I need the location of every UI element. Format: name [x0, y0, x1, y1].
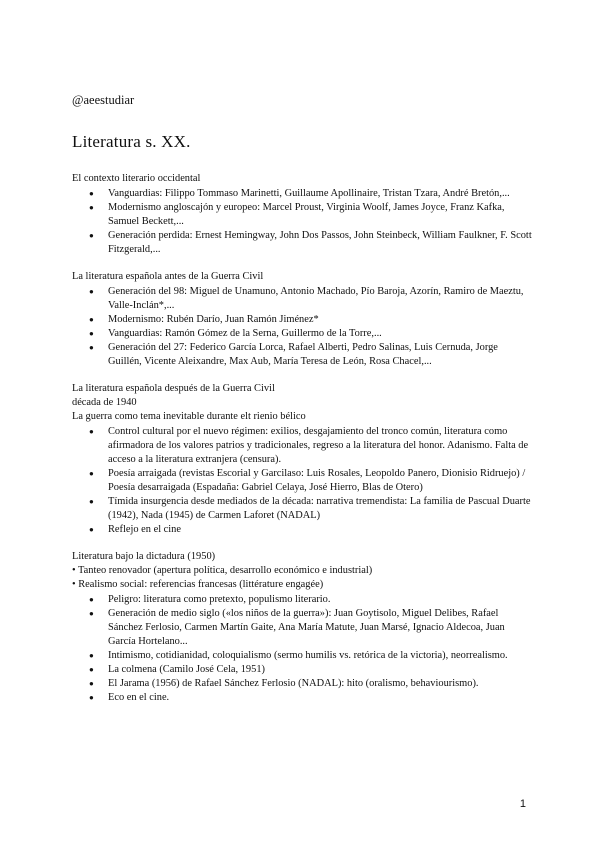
section-despues-guerra	[72, 382, 532, 537]
list-item: ● Modernismo: Rubén Darío, Juan Ramón Jiménez*	[72, 313, 532, 327]
section-heading: La literatura española después de la Guerra Civil	[72, 383, 275, 394]
bullet-list	[72, 425, 532, 537]
section-heading: Literatura bajo la dictadura (1950)	[72, 551, 216, 562]
list-item: ● Generación perdida: Ernest Hemingway, John Dos Passos, John Steinbeck, William Faulkner, F. Scott Fitzgerald,...	[72, 229, 532, 257]
list-item: ● Peligro: literatura como pretexto, populismo literario.	[72, 593, 532, 607]
section-dictadura	[72, 550, 532, 705]
list-item: ● Vanguardias: Ramón Gómez de la Serna, Guillermo de la Torre,...	[72, 327, 532, 341]
list-item: ● Poesía arraigada (revistas Escorial y Garcilaso: Luis Rosales, Leopoldo Panero, Dionisio Ridruejo) / Poesía desarraigada (Espadaña: Gabriel Celaya, José Hierro, Blas de Otero)	[72, 467, 532, 495]
section-subheading: • Realismo social: referencias francesas (littérature engagée)	[72, 579, 324, 590]
list-item: ● Generación del 27: Federico García Lorca, Rafael Alberti, Pedro Salinas, Luis Cernuda, Jorge Guillén, Vicente Aleixandre, Max Aub, María Teresa de León, Rosa Chacel,...	[72, 341, 532, 369]
section-subheading: La guerra como tema inevitable durante elt rienio bélico	[72, 411, 306, 422]
document-title: Literatura s. XX.	[72, 132, 191, 151]
list-item: ● El Jarama (1956) de Rafael Sánchez Ferlosio (NADAL): hito (oralismo, behaviourismo).	[72, 677, 532, 691]
section-occidental	[72, 172, 532, 257]
list-item: ● Control cultural por el nuevo régimen: exilios, desgajamiento del tronco común, literatura como afirmadora de los valores patrios y tradicionales, regreso a la literatura del honor. Adanismo. Falta de acceso a la literatura extranjera (censura).	[72, 425, 532, 467]
list-item: ● Eco en el cine.	[72, 691, 532, 705]
list-item: ● Tímida insurgencia desde mediados de la década: narrativa tremendista: La familia de Pascual Duarte (1942), Nada (1945) de Carmen Laforet (NADAL)	[72, 495, 532, 523]
section-heading: El contexto literario occidental	[72, 173, 201, 184]
list-item: ● La colmena (Camilo José Cela, 1951)	[72, 663, 532, 677]
bullet-list	[72, 593, 532, 705]
page-number: 1	[519, 798, 526, 810]
bullet-list	[72, 285, 532, 369]
list-item: ● Reflejo en el cine	[72, 523, 532, 537]
list-item: ● Generación del 98: Miguel de Unamuno, Antonio Machado, Pío Baroja, Azorín, Ramiro de Maeztu, Valle-Inclán*,...	[72, 285, 532, 313]
section-antes-guerra	[72, 270, 532, 369]
list-item: ● Modernismo angloscajón y europeo: Marcel Proust, Virginia Woolf, James Joyce, Franz Kafka, Samuel Beckett,...	[72, 201, 532, 229]
section-subheading: • Tanteo renovador (apertura política, desarrollo económico e industrial)	[72, 565, 373, 576]
list-item: ● Generación de medio siglo («los niños de la guerra»): Juan Goytisolo, Miguel Delibes, Rafael Sánchez Ferlosio, Carmen Martín Gaite, Ana María Matute, Juan Marsé, Ignacio Aldecoa, Juan García Hortelano...	[72, 607, 532, 649]
author-handle: @aeestudiar	[72, 93, 135, 107]
bullet-list	[72, 187, 532, 257]
section-heading: La literatura española antes de la Guerra Civil	[72, 271, 264, 282]
list-item: ● Intimismo, cotidianidad, coloquialismo (sermo humilis vs. retórica de la victoria), neorrealismo.	[72, 649, 532, 663]
list-item: ● Vanguardias: Filippo Tommaso Marinetti, Guillaume Apollinaire, Tristan Tzara, André Bretón,...	[72, 187, 532, 201]
section-subheading: década de 1940	[72, 397, 137, 408]
document-page	[72, 93, 532, 718]
